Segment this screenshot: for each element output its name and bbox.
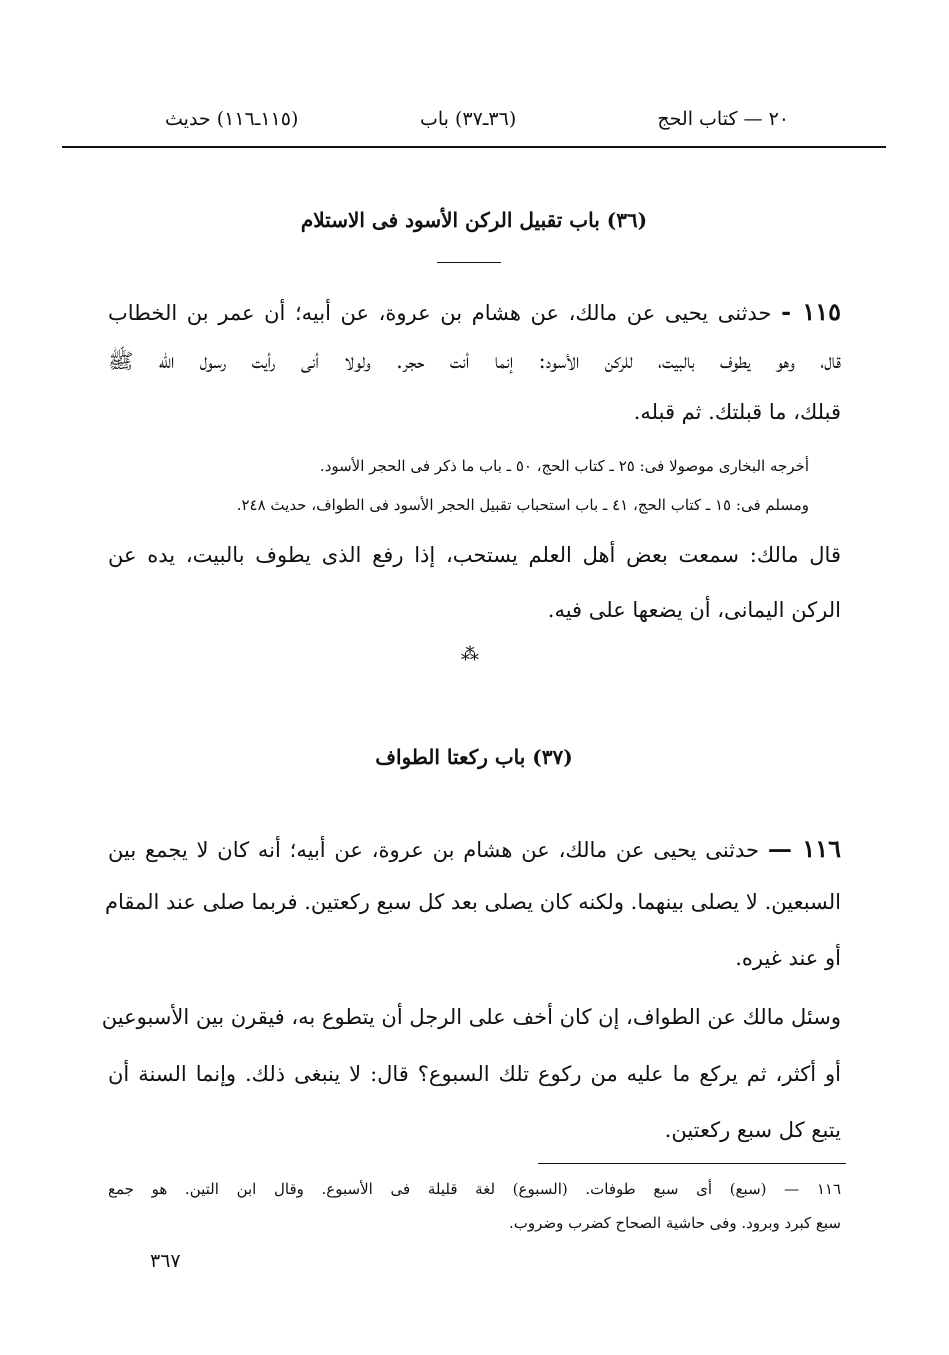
malik-note-37-line-3: يتبع كل سبع ركعتين.: [664, 1118, 841, 1142]
malik-note-36-line-2: الركن اليمانى، أن يضعها على فيه.: [547, 598, 841, 622]
hadith-number: ١١٦ —: [767, 834, 841, 863]
page-number: ٣٦٧: [150, 1250, 181, 1272]
hadith-number: ١١٥ -: [781, 297, 841, 326]
running-header-hadiths: (١١٥ـ١١٦) حديث: [165, 108, 299, 130]
hadith-115-line-2: قال، وهو يطوف بالبيت، للركن الأسود: إنما أنت حجر. ولولا أنى رأيت رسول الله ﷺ: [108, 349, 841, 373]
footnote-divider: [538, 1163, 846, 1164]
running-header-chapters: (٣٦ـ٣٧) باب: [420, 108, 517, 130]
chapter-36-title: (٣٦) باب تقبيل الركن الأسود فى الاستلام: [300, 208, 648, 232]
source-note-muslim: ومسلم فى: ١٥ ـ كتاب الحج، ٤١ ـ باب استحباب تقبيل الحجر الأسود فى الطواف، حديث ٢٤٨.: [236, 496, 809, 514]
hadith-text: حدثنى يحيى عن مالك، عن هشام بن عروة، عن أبيه؛ أنه كان لا يجمع بين: [108, 838, 759, 862]
title-divider: [437, 262, 501, 263]
header-divider: [62, 146, 886, 148]
chapter-37-title: (٣٧) باب ركعتا الطواف: [375, 745, 573, 769]
hadith-116-line-3: أو عند غيره.: [735, 946, 841, 970]
malik-note-36-line-1: قال مالك: سمعت بعض أهل العلم يستحب، إذا رفع الذى يطوف بالبيت، يده عن: [108, 543, 841, 567]
hadith-116-line-1: [108, 834, 841, 863]
hadith-116-line-2: السبعين. لا يصلى بينهما. ولكنه كان يصلى بعد كل سبع ركعتين. فربما صلى عند المقام: [104, 890, 841, 914]
footnote-line-1: ١١٦ — (سبع) أى سبع طوفات. (السبوع) لغة قليلة فى الأسبوع. وقال ابن التين. هو جمع: [108, 1180, 841, 1198]
hadith-text: حدثنى يحيى عن مالك، عن هشام بن عروة، عن أبيه؛ أن عمر بن الخطاب: [108, 301, 772, 325]
section-separator-stars: ⁂: [461, 644, 479, 665]
source-note-bukhari: أخرجه البخارى موصولا فى: ٢٥ ـ كتاب الحج، ٥٠ ـ باب ما ذكر فى الحجر الأسود.: [319, 457, 809, 475]
hadith-115-line-3: قبلك، ما قبلتك. ثم قبله.: [633, 400, 841, 424]
malik-note-37-line-1: وسئل مالك عن الطواف، إن كان أخف على الرجل أن يتطوع به، فيقرن بين الأسبوعين: [101, 1005, 841, 1029]
running-header-book: ٢٠ — كتاب الحج: [657, 108, 789, 130]
malik-note-37-line-2: أو أكثر، ثم يركع ما عليه من ركوع تلك السبوع؟ قال: لا ينبغى ذلك. وإنما السنة أن: [108, 1062, 841, 1086]
hadith-115-line-1: [108, 297, 841, 326]
footnote-line-2: سبع كبرد وبرود. وفى حاشية الصحاح كضرب وضروب.: [509, 1214, 841, 1232]
